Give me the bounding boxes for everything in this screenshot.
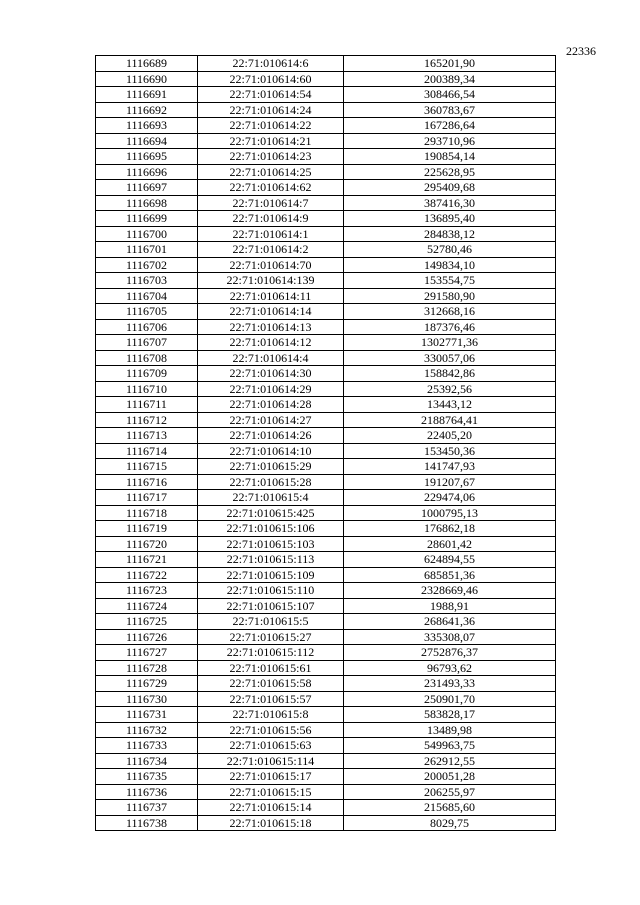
cadastral-number-cell: 22:71:010615:57	[198, 691, 344, 707]
row-number-cell: 1116726	[96, 629, 198, 645]
row-number-cell: 1116731	[96, 707, 198, 723]
row-number-cell: 1116735	[96, 769, 198, 785]
table-row	[96, 536, 556, 552]
row-number-cell: 1116698	[96, 195, 198, 211]
cadastral-value-cell: 165201,90	[344, 56, 556, 72]
cadastral-number-cell: 22:71:010614:9	[198, 211, 344, 227]
row-number-cell: 1116690	[96, 71, 198, 87]
row-number-cell: 1116719	[96, 521, 198, 537]
cadastral-value-cell: 13489,98	[344, 722, 556, 738]
row-number-cell: 1116707	[96, 335, 198, 351]
row-number-cell: 1116728	[96, 660, 198, 676]
cadastral-number-cell: 22:71:010614:24	[198, 102, 344, 118]
cadastral-value-cell: 96793,62	[344, 660, 556, 676]
cadastral-number-cell: 22:71:010614:62	[198, 180, 344, 196]
cadastral-number-cell: 22:71:010614:27	[198, 412, 344, 428]
cadastral-number-cell: 22:71:010615:106	[198, 521, 344, 537]
cadastral-number-cell: 22:71:010615:103	[198, 536, 344, 552]
page-number: 22336	[566, 44, 596, 58]
cadastral-number-cell: 22:71:010614:21	[198, 133, 344, 149]
cadastral-value-cell: 187376,46	[344, 319, 556, 335]
table-row	[96, 335, 556, 351]
cadastral-value-cell: 312668,16	[344, 304, 556, 320]
cadastral-value-cell: 308466,54	[344, 87, 556, 103]
cadastral-number-cell: 22:71:010614:7	[198, 195, 344, 211]
cadastral-value-cell: 141747,93	[344, 459, 556, 475]
cadastral-number-cell: 22:71:010615:109	[198, 567, 344, 583]
cadastral-number-cell: 22:71:010615:58	[198, 676, 344, 692]
table-row	[96, 87, 556, 103]
table-row	[96, 738, 556, 754]
cadastral-value-cell: 335308,07	[344, 629, 556, 645]
cadastral-value-cell: 215685,60	[344, 800, 556, 816]
cadastral-value-cell: 293710,96	[344, 133, 556, 149]
row-number-cell: 1116724	[96, 598, 198, 614]
table-row	[96, 428, 556, 444]
table-row	[96, 257, 556, 273]
cadastral-value-cell: 22405,20	[344, 428, 556, 444]
table-row	[96, 211, 556, 227]
cadastral-value-cell: 284838,12	[344, 226, 556, 242]
row-number-cell: 1116713	[96, 428, 198, 444]
cadastral-number-cell: 22:71:010614:60	[198, 71, 344, 87]
cadastral-number-cell: 22:71:010615:14	[198, 800, 344, 816]
table-row	[96, 474, 556, 490]
row-number-cell: 1116718	[96, 505, 198, 521]
cadastral-value-cell: 158842,86	[344, 366, 556, 382]
cadastral-value-cell: 153554,75	[344, 273, 556, 289]
table-row	[96, 676, 556, 692]
cadastral-value-cell: 291580,90	[344, 288, 556, 304]
table-row	[96, 381, 556, 397]
cadastral-number-cell: 22:71:010614:139	[198, 273, 344, 289]
table-row	[96, 645, 556, 661]
cadastral-value-cell: 190854,14	[344, 149, 556, 165]
table-row	[96, 707, 556, 723]
row-number-cell: 1116700	[96, 226, 198, 242]
row-number-cell: 1116695	[96, 149, 198, 165]
cadastral-value-cell: 583828,17	[344, 707, 556, 723]
cadastral-value-cell: 191207,67	[344, 474, 556, 490]
table-row	[96, 583, 556, 599]
row-number-cell: 1116705	[96, 304, 198, 320]
table-row	[96, 149, 556, 165]
row-number-cell: 1116727	[96, 645, 198, 661]
table-row	[96, 552, 556, 568]
table-row	[96, 273, 556, 289]
table-row	[96, 242, 556, 258]
cadastral-number-cell: 22:71:010614:54	[198, 87, 344, 103]
table-row	[96, 319, 556, 335]
row-number-cell: 1116693	[96, 118, 198, 134]
cadastral-value-cell: 330057,06	[344, 350, 556, 366]
row-number-cell: 1116701	[96, 242, 198, 258]
row-number-cell: 1116730	[96, 691, 198, 707]
cadastral-value-cell: 360783,67	[344, 102, 556, 118]
cadastral-number-cell: 22:71:010615:56	[198, 722, 344, 738]
table-row	[96, 490, 556, 506]
cadastral-number-cell: 22:71:010615:27	[198, 629, 344, 645]
cadastral-number-cell: 22:71:010615:110	[198, 583, 344, 599]
cadastral-number-cell: 22:71:010615:112	[198, 645, 344, 661]
row-number-cell: 1116715	[96, 459, 198, 475]
table-row	[96, 598, 556, 614]
cadastral-number-cell: 22:71:010614:1	[198, 226, 344, 242]
row-number-cell: 1116691	[96, 87, 198, 103]
cadastral-number-cell: 22:71:010615:29	[198, 459, 344, 475]
cadastral-number-cell: 22:71:010614:12	[198, 335, 344, 351]
cadastral-number-cell: 22:71:010614:6	[198, 56, 344, 72]
cadastral-value-cell: 153450,36	[344, 443, 556, 459]
row-number-cell: 1116704	[96, 288, 198, 304]
table-row	[96, 180, 556, 196]
row-number-cell: 1116709	[96, 366, 198, 382]
cadastral-number-cell: 22:71:010615:8	[198, 707, 344, 723]
table-row	[96, 614, 556, 630]
cadastral-value-cell: 52780,46	[344, 242, 556, 258]
row-number-cell: 1116710	[96, 381, 198, 397]
cadastral-value-cell: 176862,18	[344, 521, 556, 537]
table-row	[96, 226, 556, 242]
cadastral-number-cell: 22:71:010615:107	[198, 598, 344, 614]
table-row	[96, 366, 556, 382]
cadastral-number-cell: 22:71:010614:29	[198, 381, 344, 397]
table-row	[96, 195, 556, 211]
table-row	[96, 350, 556, 366]
cadastral-value-cell: 262912,55	[344, 753, 556, 769]
cadastral-value-cell: 225628,95	[344, 164, 556, 180]
table-row	[96, 164, 556, 180]
row-number-cell: 1116725	[96, 614, 198, 630]
cadastral-value-cell: 1000795,13	[344, 505, 556, 521]
table-row	[96, 133, 556, 149]
cadastral-value-cell: 2752876,37	[344, 645, 556, 661]
row-number-cell: 1116689	[96, 56, 198, 72]
cadastral-number-cell: 22:71:010615:18	[198, 815, 344, 831]
row-number-cell: 1116717	[96, 490, 198, 506]
row-number-cell: 1116732	[96, 722, 198, 738]
table-row	[96, 71, 556, 87]
row-number-cell: 1116703	[96, 273, 198, 289]
cadastral-number-cell: 22:71:010614:70	[198, 257, 344, 273]
cadastral-number-cell: 22:71:010615:4	[198, 490, 344, 506]
row-number-cell: 1116720	[96, 536, 198, 552]
cadastral-number-cell: 22:71:010614:25	[198, 164, 344, 180]
table-row	[96, 304, 556, 320]
cadastral-number-cell: 22:71:010614:23	[198, 149, 344, 165]
row-number-cell: 1116729	[96, 676, 198, 692]
table-row	[96, 769, 556, 785]
row-number-cell: 1116712	[96, 412, 198, 428]
cadastral-value-table	[95, 55, 556, 831]
cadastral-value-cell: 231493,33	[344, 676, 556, 692]
table-row	[96, 521, 556, 537]
cadastral-value-cell: 1988,91	[344, 598, 556, 614]
row-number-cell: 1116697	[96, 180, 198, 196]
cadastral-value-cell: 200051,28	[344, 769, 556, 785]
cadastral-number-cell: 22:71:010614:22	[198, 118, 344, 134]
cadastral-value-cell: 268641,36	[344, 614, 556, 630]
table-row	[96, 505, 556, 521]
row-number-cell: 1116722	[96, 567, 198, 583]
cadastral-value-cell: 136895,40	[344, 211, 556, 227]
cadastral-value-cell: 387416,30	[344, 195, 556, 211]
cadastral-value-cell: 624894,55	[344, 552, 556, 568]
row-number-cell: 1116699	[96, 211, 198, 227]
cadastral-number-cell: 22:71:010614:4	[198, 350, 344, 366]
table-row	[96, 800, 556, 816]
table-row	[96, 691, 556, 707]
cadastral-value-cell: 2328669,46	[344, 583, 556, 599]
cadastral-value-cell: 229474,06	[344, 490, 556, 506]
row-number-cell: 1116733	[96, 738, 198, 754]
table-row	[96, 629, 556, 645]
cadastral-value-cell: 549963,75	[344, 738, 556, 754]
table-row	[96, 459, 556, 475]
table-row	[96, 102, 556, 118]
table-row	[96, 567, 556, 583]
row-number-cell: 1116692	[96, 102, 198, 118]
row-number-cell: 1116737	[96, 800, 198, 816]
cadastral-value-cell: 295409,68	[344, 180, 556, 196]
cadastral-number-cell: 22:71:010614:11	[198, 288, 344, 304]
row-number-cell: 1116716	[96, 474, 198, 490]
row-number-cell: 1116723	[96, 583, 198, 599]
row-number-cell: 1116708	[96, 350, 198, 366]
cadastral-value-cell: 8029,75	[344, 815, 556, 831]
row-number-cell: 1116734	[96, 753, 198, 769]
cadastral-value-cell: 206255,97	[344, 784, 556, 800]
cadastral-value-cell: 28601,42	[344, 536, 556, 552]
table-body	[96, 56, 556, 831]
cadastral-number-cell: 22:71:010615:61	[198, 660, 344, 676]
table-row	[96, 753, 556, 769]
table-row	[96, 118, 556, 134]
row-number-cell: 1116694	[96, 133, 198, 149]
table-row	[96, 660, 556, 676]
table-row	[96, 412, 556, 428]
row-number-cell: 1116736	[96, 784, 198, 800]
cadastral-value-cell: 25392,56	[344, 381, 556, 397]
cadastral-number-cell: 22:71:010614:14	[198, 304, 344, 320]
cadastral-value-cell: 1302771,36	[344, 335, 556, 351]
cadastral-number-cell: 22:71:010614:30	[198, 366, 344, 382]
cadastral-number-cell: 22:71:010615:5	[198, 614, 344, 630]
cadastral-number-cell: 22:71:010615:113	[198, 552, 344, 568]
row-number-cell: 1116702	[96, 257, 198, 273]
table-row	[96, 815, 556, 831]
cadastral-number-cell: 22:71:010615:63	[198, 738, 344, 754]
table-row	[96, 443, 556, 459]
cadastral-value-cell: 167286,64	[344, 118, 556, 134]
cadastral-number-cell: 22:71:010614:13	[198, 319, 344, 335]
cadastral-number-cell: 22:71:010615:17	[198, 769, 344, 785]
row-number-cell: 1116721	[96, 552, 198, 568]
row-number-cell: 1116706	[96, 319, 198, 335]
table-row	[96, 784, 556, 800]
cadastral-number-cell: 22:71:010614:28	[198, 397, 344, 413]
table-row	[96, 56, 556, 72]
cadastral-number-cell: 22:71:010614:10	[198, 443, 344, 459]
cadastral-value-cell: 200389,34	[344, 71, 556, 87]
row-number-cell: 1116738	[96, 815, 198, 831]
table-row	[96, 288, 556, 304]
cadastral-number-cell: 22:71:010614:26	[198, 428, 344, 444]
row-number-cell: 1116696	[96, 164, 198, 180]
cadastral-value-cell: 250901,70	[344, 691, 556, 707]
cadastral-number-cell: 22:71:010615:425	[198, 505, 344, 521]
row-number-cell: 1116711	[96, 397, 198, 413]
cadastral-value-cell: 2188764,41	[344, 412, 556, 428]
cadastral-number-cell: 22:71:010614:2	[198, 242, 344, 258]
cadastral-number-cell: 22:71:010615:28	[198, 474, 344, 490]
cadastral-number-cell: 22:71:010615:15	[198, 784, 344, 800]
cadastral-value-cell: 149834,10	[344, 257, 556, 273]
table-row	[96, 397, 556, 413]
cadastral-value-cell: 13443,12	[344, 397, 556, 413]
cadastral-value-cell: 685851,36	[344, 567, 556, 583]
cadastral-number-cell: 22:71:010615:114	[198, 753, 344, 769]
row-number-cell: 1116714	[96, 443, 198, 459]
table-row	[96, 722, 556, 738]
